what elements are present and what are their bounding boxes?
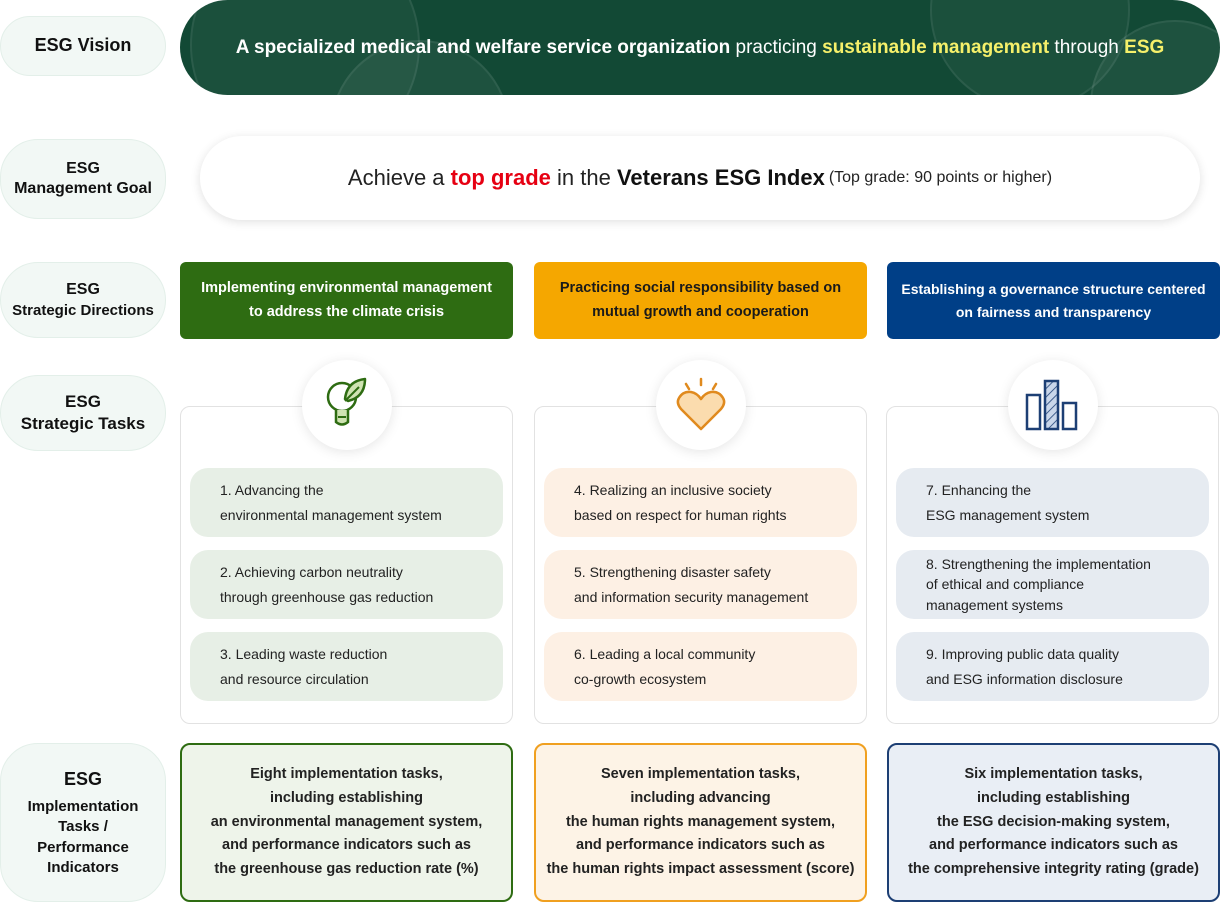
impl-line: including establishing — [976, 789, 1131, 806]
label-text: Implementation — [27, 798, 139, 816]
label-esg-vision — [0, 16, 166, 76]
vision-part: A specialized medical and welfare service organization — [235, 36, 731, 58]
task-line: 4. Realizing an inclusive society — [574, 482, 772, 499]
task-line: 3. Leading waste reduction — [220, 646, 388, 663]
task-line: based on respect for human rights — [574, 506, 787, 523]
task-item — [190, 632, 503, 701]
task-line: of ethical and compliance — [926, 576, 1084, 593]
label-text: ESG Vision — [34, 35, 132, 56]
goal-part: Achieve a — [347, 165, 451, 190]
goal-highlight: top grade — [450, 165, 551, 190]
label-text: Indicators — [47, 858, 119, 876]
label-management-goal — [0, 139, 166, 219]
task-line: management systems — [926, 596, 1063, 613]
task-item — [544, 632, 857, 701]
bar-chart-icon — [1008, 360, 1098, 450]
direction-social — [534, 262, 867, 339]
impl-line: Six implementation tasks, — [964, 765, 1143, 782]
task-line: environmental management system — [220, 506, 442, 523]
label-text: ESG — [66, 159, 100, 177]
label-strategic-tasks — [0, 375, 166, 451]
task-line: 8. Strengthening the implementation — [926, 556, 1151, 573]
label-text: Management Goal — [14, 180, 152, 197]
impl-line: and performance indicators such as — [576, 837, 825, 854]
impl-line: an environmental management system, — [210, 813, 483, 830]
impl-line: Seven implementation tasks, — [600, 765, 801, 782]
impl-line: the ESG decision-making system, — [937, 813, 1170, 830]
label-strategic-directions — [0, 262, 166, 338]
impl-line: the human rights impact assessment (score) — [546, 861, 855, 878]
vision-part: practicing — [730, 36, 823, 58]
impl-line: the comprehensive integrity rating (grade) — [908, 861, 1199, 878]
impl-line: Eight implementation tasks, — [250, 765, 443, 782]
label-text: ESG — [66, 281, 100, 299]
goal-note: (Top grade: 90 points or higher) — [828, 169, 1053, 186]
impl-line: including establishing — [269, 789, 424, 806]
direction-line: Practicing social responsibility based on — [559, 280, 842, 297]
management-goal — [200, 136, 1200, 220]
leaf-bulb-icon — [302, 360, 392, 450]
direction-line: Establishing a governance structure centered — [901, 280, 1206, 297]
task-item — [896, 550, 1209, 619]
heart-icon — [656, 360, 746, 450]
implementation-social — [534, 743, 867, 902]
direction-governance — [887, 262, 1220, 339]
task-item — [896, 468, 1209, 537]
direction-line: to address the climate crisis — [248, 303, 445, 320]
label-text: Tasks / — [58, 818, 108, 836]
vision-banner — [180, 0, 1220, 95]
impl-line: and performance indicators such as — [929, 837, 1178, 854]
impl-line: the greenhouse gas reduction rate (%) — [214, 861, 479, 878]
direction-line: on fairness and transparency — [955, 303, 1152, 320]
impl-line: the human rights management system, — [565, 813, 836, 830]
implementation-environmental — [180, 743, 513, 902]
task-line: 5. Strengthening disaster safety — [574, 564, 771, 581]
direction-line: mutual growth and cooperation — [592, 303, 809, 320]
impl-line: and performance indicators such as — [222, 837, 471, 854]
impl-line: including advancing — [630, 789, 771, 806]
task-item — [896, 632, 1209, 701]
vision-statement — [236, 37, 1165, 59]
label-text: Strategic Tasks — [20, 414, 146, 433]
goal-part: in the — [550, 165, 617, 190]
vision-highlight: ESG — [1124, 36, 1165, 58]
task-item — [190, 468, 503, 537]
task-item — [190, 550, 503, 619]
task-item — [544, 468, 857, 537]
task-line: and information security management — [574, 588, 809, 605]
label-implementation — [0, 743, 166, 902]
vision-part: through — [1049, 36, 1125, 58]
task-item — [544, 550, 857, 619]
task-line: co-growth ecosystem — [574, 670, 707, 687]
task-line: 9. Improving public data quality — [926, 646, 1119, 663]
implementation-governance — [887, 743, 1220, 902]
task-line: 2. Achieving carbon neutrality — [220, 564, 403, 581]
vision-highlight: sustainable management — [822, 36, 1050, 58]
task-line: 6. Leading a local community — [574, 646, 756, 663]
task-line: 7. Enhancing the — [926, 482, 1032, 499]
label-text: ESG — [65, 392, 101, 412]
goal-index-name: Veterans ESG Index — [616, 165, 825, 190]
label-text: Performance — [37, 838, 129, 856]
task-line: and resource circulation — [220, 670, 369, 687]
direction-line: Implementing environmental management — [201, 280, 492, 297]
task-line: 1. Advancing the — [220, 482, 324, 499]
direction-environmental — [180, 262, 513, 339]
task-line: and ESG information disclosure — [926, 670, 1123, 687]
label-text: ESG — [63, 768, 102, 789]
task-line: ESG management system — [926, 506, 1090, 523]
task-line: through greenhouse gas reduction — [220, 588, 434, 605]
label-text: Strategic Directions — [12, 301, 154, 319]
